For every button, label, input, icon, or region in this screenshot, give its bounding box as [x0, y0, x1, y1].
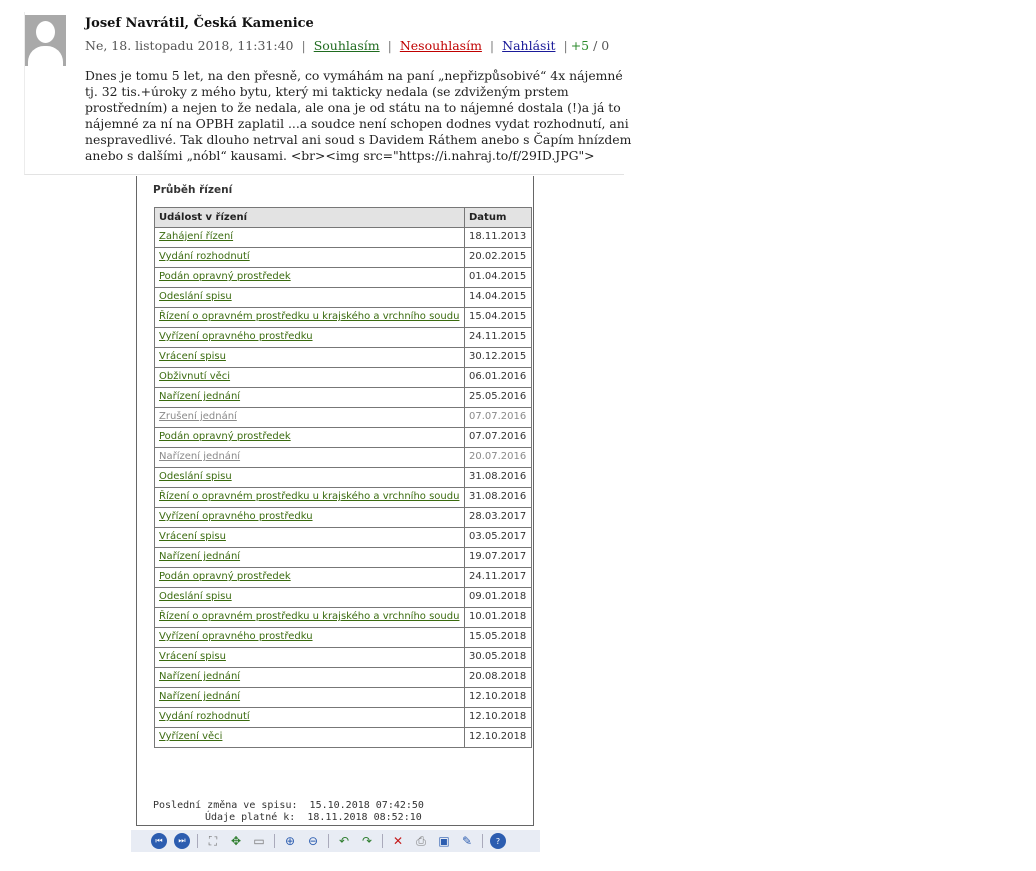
event-link[interactable]: Nařízení jednání [159, 671, 241, 682]
date-cell: 12.10.2018 [465, 688, 532, 708]
event-link[interactable]: Vyřízení opravného prostředku [159, 511, 313, 522]
votes-plus: +5 [570, 38, 590, 53]
table-row [155, 268, 532, 288]
embedded-screenshot [131, 176, 540, 852]
toolbar-divider [482, 834, 483, 848]
toolbar-divider [382, 834, 383, 848]
zoom-out-icon[interactable]: ⊖ [307, 834, 319, 848]
table-row [155, 248, 532, 268]
date-cell: 19.07.2017 [465, 548, 532, 568]
event-cell [155, 728, 465, 748]
event-cell [155, 668, 465, 688]
date-cell: 20.07.2016 [465, 448, 532, 468]
separator: | [387, 38, 392, 53]
table-row [155, 368, 532, 388]
date-cell: 24.11.2015 [465, 328, 532, 348]
help-icon[interactable]: ? [490, 833, 506, 849]
date-cell: 20.02.2015 [465, 248, 532, 268]
table-row [155, 428, 532, 448]
comment-timestamp: Ne, 18. listopadu 2018, 11:31:40 [85, 38, 294, 53]
comment-author[interactable]: Josef Navrátil, Česká Kamenice [85, 16, 314, 31]
avatar-body-shape [28, 46, 63, 66]
event-link[interactable]: Odeslání spisu [159, 591, 232, 602]
toolbar-divider [197, 834, 198, 848]
event-link[interactable]: Podán opravný prostředek [159, 571, 291, 582]
date-cell: 15.04.2015 [465, 308, 532, 328]
table-row [155, 528, 532, 548]
event-link[interactable]: Vydání rozhodnutí [159, 251, 250, 262]
date-cell: 06.01.2016 [465, 368, 532, 388]
event-link[interactable]: Řízení o opravném prostředku u krajského a vrchního soudu [159, 311, 460, 322]
proceedings-table [154, 207, 532, 748]
event-cell [155, 548, 465, 568]
event-cell [155, 368, 465, 388]
votes-minus: 0 [601, 38, 610, 53]
edit-icon[interactable]: ✎ [461, 834, 473, 848]
event-cell [155, 488, 465, 508]
event-link[interactable]: Vydání rozhodnutí [159, 711, 250, 722]
event-link[interactable]: Vyřízení věci [159, 731, 223, 742]
date-cell: 14.04.2015 [465, 288, 532, 308]
date-cell: 07.07.2016 [465, 408, 532, 428]
table-row [155, 648, 532, 668]
prev-icon[interactable]: ⏭ [174, 833, 190, 849]
event-cell [155, 588, 465, 608]
event-link[interactable]: Nařízení jednání [159, 391, 241, 402]
last-change-value: 15.10.2018 07:42:50 [309, 800, 424, 811]
date-cell: 24.11.2017 [465, 568, 532, 588]
valid-label: Údaje platné k: [205, 812, 296, 823]
event-cell [155, 708, 465, 728]
event-cell [155, 508, 465, 528]
date-cell: 20.08.2018 [465, 668, 532, 688]
date-cell: 07.07.2016 [465, 428, 532, 448]
date-cell: 12.10.2018 [465, 728, 532, 748]
event-cell [155, 248, 465, 268]
table-row [155, 328, 532, 348]
date-cell: 28.03.2017 [465, 508, 532, 528]
table-row [155, 288, 532, 308]
toolbar-divider [328, 834, 329, 848]
comment-text: Dnes je tomu 5 let, na den přesně, co vymáhám na paní „nepřizpůsobivé“ 4x nájemné tj. 32 tis.+úroky z mého bytu, který mi takticky nedala (se zdviženým prstem prostředním) a nejen to že nedala, ale ona je od státu na to nájemné dostala (!)a já to nájemné za ní na OPBH zaplatil ...a soudce není schopen dodnes vydat rozhodnutí, ani nespravedlivé. Tak dlouho netrval ani soud s Davidem Ráthem anebo s Čapím hnízdem anebo s dalšími „nóbl“ kausami. <br><img src="https://i.nahraj.to/f/29ID.JPG"> [85, 68, 632, 163]
event-cell [155, 408, 465, 428]
separator: | [301, 38, 306, 53]
event-link[interactable]: Vrácení spisu [159, 531, 226, 542]
table-row [155, 468, 532, 488]
event-link[interactable]: Podán opravný prostředek [159, 271, 291, 282]
event-cell [155, 648, 465, 668]
screenshot-frame [136, 176, 534, 826]
delete-icon[interactable]: ✕ [392, 834, 404, 848]
column-header-date: Datum [465, 208, 532, 228]
date-cell: 03.05.2017 [465, 528, 532, 548]
event-link[interactable]: Podán opravný prostředek [159, 431, 291, 442]
comment [24, 12, 632, 175]
table-row [155, 448, 532, 468]
move-icon[interactable]: ✥ [230, 834, 242, 848]
rotate-left-icon[interactable]: ↶ [338, 834, 350, 848]
event-cell [155, 328, 465, 348]
viewer-toolbar [131, 830, 540, 852]
rotate-right-icon[interactable]: ↷ [361, 834, 373, 848]
event-link[interactable]: Odeslání spisu [159, 291, 232, 302]
date-cell: 01.04.2015 [465, 268, 532, 288]
date-cell: 25.05.2016 [465, 388, 532, 408]
event-cell [155, 288, 465, 308]
event-cell [155, 628, 465, 648]
event-cell [155, 388, 465, 408]
event-cell [155, 608, 465, 628]
date-cell: 30.12.2015 [465, 348, 532, 368]
table-row [155, 688, 532, 708]
votes-slash: / [589, 38, 602, 53]
zoom-in-icon[interactable]: ⊕ [284, 834, 296, 848]
event-link[interactable]: Nařízení jednání [159, 451, 241, 462]
separator: | [489, 38, 495, 53]
date-cell: 15.05.2018 [465, 628, 532, 648]
section-title: Průběh řízení [153, 184, 233, 196]
print-icon[interactable]: ⎙ [416, 833, 426, 848]
event-cell [155, 348, 465, 368]
date-cell: 10.01.2018 [465, 608, 532, 628]
table-row [155, 668, 532, 688]
avatar-head-shape [36, 21, 55, 43]
table-row [155, 588, 532, 608]
table-row [155, 408, 532, 428]
last-change-label: Poslední změna ve spisu: [153, 800, 298, 811]
crop-icon[interactable]: ▭ [253, 834, 265, 848]
event-cell [155, 688, 465, 708]
agree-link[interactable]: Souhlasím [313, 38, 380, 53]
table-row [155, 228, 532, 248]
event-link[interactable]: Zahájení řízení [159, 231, 234, 242]
comment-meta [85, 38, 609, 53]
save-icon[interactable]: ▣ [438, 834, 450, 848]
table-row [155, 348, 532, 368]
disagree-link[interactable]: Nesouhlasím [399, 38, 482, 53]
event-link[interactable]: Řízení o opravném prostředku u krajského a vrchního soudu [159, 491, 460, 502]
date-cell: 31.08.2016 [465, 488, 532, 508]
fit-icon[interactable]: ⛶ [208, 833, 218, 848]
event-link[interactable]: Odeslání spisu [159, 471, 232, 482]
table-row [155, 728, 532, 748]
date-cell: 30.05.2018 [465, 648, 532, 668]
avatar [25, 15, 66, 66]
date-cell: 09.01.2018 [465, 588, 532, 608]
valid-value: 18.11.2018 08:52:10 [307, 812, 422, 823]
event-cell [155, 268, 465, 288]
event-link[interactable]: Řízení o opravném prostředku u krajského a vrchního soudu [159, 611, 460, 622]
event-cell [155, 228, 465, 248]
table-row [155, 628, 532, 648]
event-link[interactable]: Obživnutí věci [159, 371, 231, 382]
event-link[interactable]: Zrušení jednání [159, 411, 237, 422]
table-row [155, 548, 532, 568]
event-link[interactable]: Nařízení jednání [159, 691, 241, 702]
table-row [155, 708, 532, 728]
event-link[interactable]: Vyřízení opravného prostředku [159, 331, 313, 342]
date-cell: 31.08.2016 [465, 468, 532, 488]
column-header-event: Událost v řízení [155, 208, 465, 228]
date-cell: 18.11.2013 [465, 228, 532, 248]
report-link[interactable]: Nahlásit [502, 38, 556, 53]
event-cell [155, 528, 465, 548]
event-link[interactable]: Nařízení jednání [159, 551, 241, 562]
event-cell [155, 468, 465, 488]
toolbar-divider [274, 834, 275, 848]
date-cell: 12.10.2018 [465, 708, 532, 728]
event-link[interactable]: Vyřízení opravného prostředku [159, 631, 313, 642]
event-cell [155, 448, 465, 468]
screenshot-footer [153, 800, 424, 824]
table-row [155, 488, 532, 508]
table-row [155, 608, 532, 628]
event-link[interactable]: Vrácení spisu [159, 651, 226, 662]
table-header-row [155, 208, 532, 228]
table-row [155, 388, 532, 408]
table-row [155, 308, 532, 328]
event-cell [155, 308, 465, 328]
table-row [155, 568, 532, 588]
separator: | [563, 38, 568, 53]
table-row [155, 508, 532, 528]
event-cell [155, 428, 465, 448]
event-cell [155, 568, 465, 588]
first-icon[interactable]: ⏮ [151, 833, 167, 849]
event-link[interactable]: Vrácení spisu [159, 351, 226, 362]
